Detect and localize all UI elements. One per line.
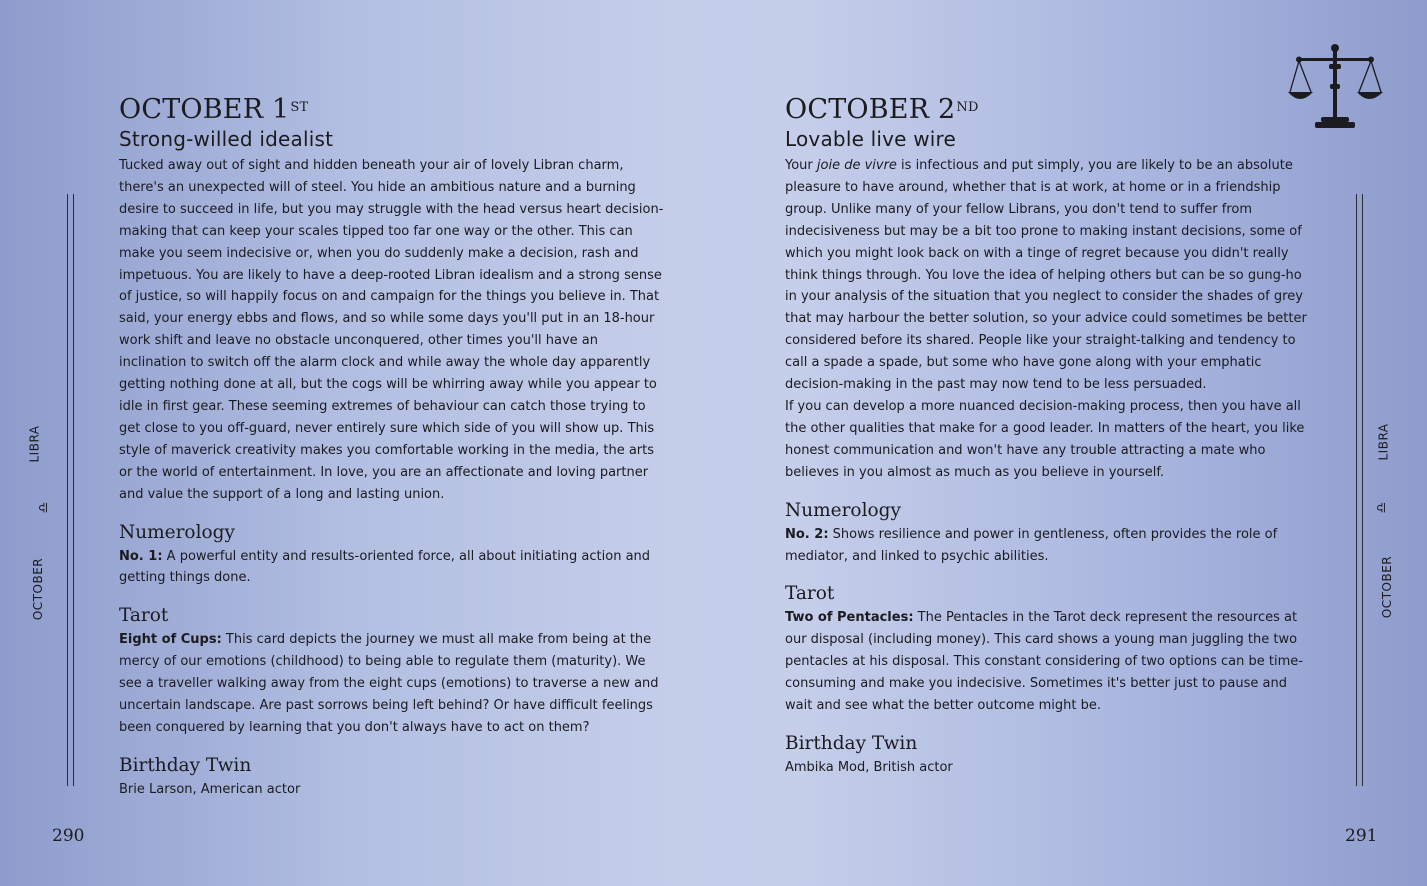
tarot-heading: Tarot <box>119 605 169 627</box>
tarot-heading: Tarot <box>785 583 835 605</box>
numerology-heading: Numerology <box>119 521 235 543</box>
entry-october-2 <box>785 94 1315 779</box>
birthday-twin-heading: Birthday Twin <box>785 732 918 754</box>
page-number: 291 <box>1345 826 1378 846</box>
side-rule <box>67 194 74 786</box>
entry-body: Tucked away out of sight and hidden beneath your air of lovely Libran charm, there's an unexpected will of steel. You hide an ambitious nature and a burning desire to succeed in life, but you may struggle with the head versus heart decision-making that can keep your scales tipped too far one way or the other. This can make you seem indecisive or, when you do suddenly make a decision, rash and impetuous. You are likely to have a deep-rooted Libran idealism and a strong sense of justice, so will happily focus on and campaign for the things you believe in. That said, your energy ebbs and flows, and so while some days you'll put in an 18-hour work shift and leave no obstacle unconquered, other times you'll have an inclination to switch off the alarm clock and while away the whole day apparently getting nothing done at all, but the cogs will be whirring away while you appear to idle in first gear. These seeming extremes of behaviour can catch those trying to get close to you off-guard, never entirely sure which side of you will show up. This style of maverick creativity makes you comfortable working in the media, the arts or the world of entertainment. In love, you are an affectionate and loving partner and value the support of a long and lasting union. <box>119 158 664 502</box>
side-label-month: OCTOBER <box>1380 555 1395 619</box>
numerology-text: No. 2: Shows resilience and power in gentleness, often provides the role of mediator, and linked to psychic abilities. <box>785 526 1278 564</box>
side-label-sign: LIBRA <box>27 425 42 463</box>
tarot-text: Eight of Cups: This card depicts the journey we must all make from being at the mercy of our emotions (childhood) to being able to regulate them (maturity). We see a traveller walking away from the eight cups (emotions) to traverse a new and uncertain landscape. Are past sorrows being left behind? Or have difficult feelings been conquered by learning that you don't always have to act on them? <box>119 632 659 735</box>
birthday-twin-heading: Birthday Twin <box>119 754 252 776</box>
side-label-month: OCTOBER <box>31 557 46 621</box>
entry-tagline: Strong-willed idealist <box>119 127 334 151</box>
entry-date: OCTOBER 1ST <box>119 94 309 125</box>
entry-body: Your joie de vivre is infectious and put simply, you are likely to be an absolute pleasure to have around, whether that is at work, at home or in a friendship group. Unlike many of your fellow Librans, you don't tend to suffer from indecisiveness but may be a bit too prone to making instant decisions, some of which you might look back on with a tinge of regret because you didn't really think things through. You love the idea of helping others but can be so gung-ho in your analysis of the situation that you neglect to consider the shades of grey that may harbour the better solution, so your advice could sometimes be better considered before its shared. People like your straight-talking and tendency to call a spade a spade, but some who have gone along with your emphatic decision-making in the past may now tend to be less persuaded. If you can develop a more nuanced decision-making process, then you have all the other qualities that make for a good leader. In matters of the heart, you like honest communication and won't have any trouble attracting a mate who believes in you almost as much as you believe in yourself. <box>785 158 1307 480</box>
libra-glyph-icon: ♎ <box>1374 501 1390 514</box>
libra-glyph-icon: ♎ <box>36 501 52 514</box>
entry-october-1 <box>119 94 664 801</box>
entry-tagline: Lovable live wire <box>785 127 957 151</box>
entry-date: OCTOBER 2ND <box>785 94 979 125</box>
numerology-heading: Numerology <box>785 499 901 521</box>
birthday-twin-text: Brie Larson, American actor <box>119 781 301 797</box>
side-label-sign: LIBRA <box>1376 423 1391 461</box>
numerology-text: No. 1: A powerful entity and results-oriented force, all about initiating action and getting things done. <box>119 548 651 586</box>
left-page <box>0 0 713 886</box>
right-page <box>713 0 1426 886</box>
page-number: 290 <box>52 826 85 846</box>
tarot-text: Two of Pentacles: The Pentacles in the Tarot deck represent the resources at our disposal (including money). This card shows a young man juggling the two pentacles at his disposal. This constant considering of two options can be time-consuming and make you indecisive. Sometimes it's better just to pause and wait and see what the better outcome might be. <box>785 610 1303 714</box>
birthday-twin-text: Ambika Mod, British actor <box>785 759 953 775</box>
side-rule <box>1356 194 1363 786</box>
